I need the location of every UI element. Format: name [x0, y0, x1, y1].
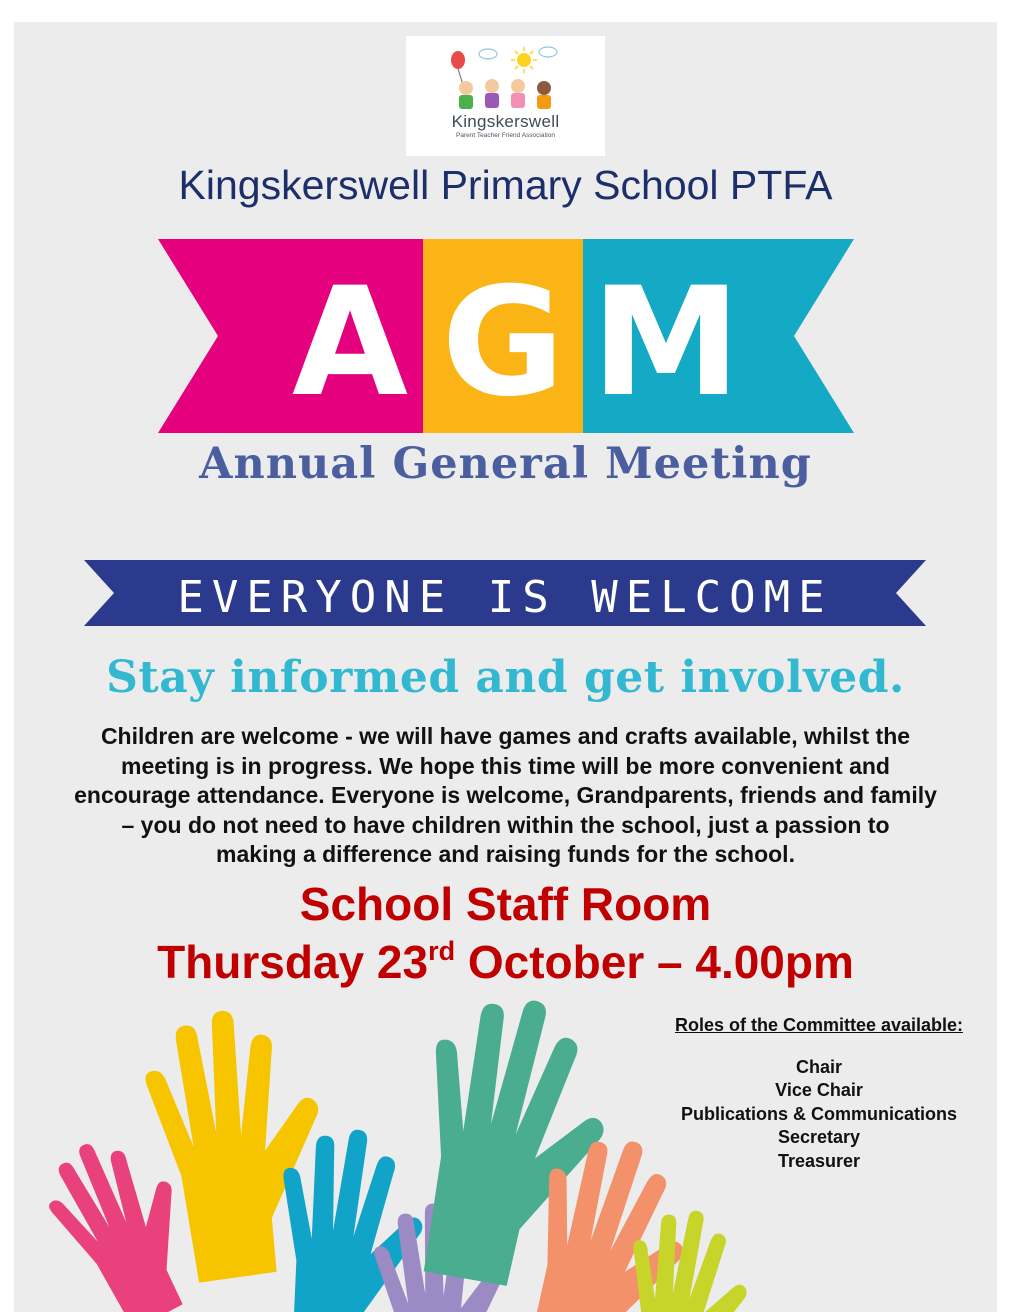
roles-heading: Roles of the Committee available:: [674, 1015, 964, 1035]
date-prefix: Thursday 23: [157, 936, 429, 988]
event-date: [14, 935, 997, 989]
role-item: Vice Chair: [775, 1080, 863, 1101]
agm-letter-a: A: [291, 256, 409, 430]
welcome-banner-text: EVERYONE IS WELCOME: [177, 572, 833, 623]
tagline: Stay informed and get involved.: [106, 652, 905, 703]
school-title: Kingskerswell Primary School PTFA: [178, 162, 833, 208]
date-rest: October – 4.00pm: [455, 936, 854, 988]
body-text: [22, 722, 989, 870]
agm-banner: [158, 239, 854, 433]
role-item: Publications & Communications: [680, 1103, 958, 1124]
venue: School Staff Room: [299, 878, 712, 930]
body-line: Children are welcome - we will have games and crafts available, whilst the: [100, 723, 911, 749]
ptfa-logo: [406, 36, 605, 156]
body-line: – you do not need to have children within the school, just a passion to: [121, 811, 890, 838]
committee-roles: [654, 1015, 984, 1173]
body-line: meeting is in progress. We hope this time will be more convenient and: [121, 752, 890, 779]
role-item: Treasurer: [777, 1150, 861, 1171]
agm-subtitle: Annual General Meeting: [199, 439, 812, 489]
logo-name: Kingskerswell: [451, 112, 560, 131]
agm-letter-g: G: [441, 256, 565, 430]
body-line: making a difference and raising funds for the school.: [216, 841, 795, 868]
welcome-banner: [84, 560, 926, 626]
body-line: encourage attendance. Everyone is welcome, Grandparents, friends and family: [74, 782, 937, 809]
role-item: Secretary: [777, 1127, 861, 1148]
role-item: Chair: [795, 1057, 842, 1077]
agm-letter-m: M: [591, 256, 741, 430]
date-ordinal: rd: [428, 936, 456, 966]
flyer-page: [14, 22, 997, 1312]
logo-subtitle: Parent Teacher Friend Association: [456, 132, 555, 139]
